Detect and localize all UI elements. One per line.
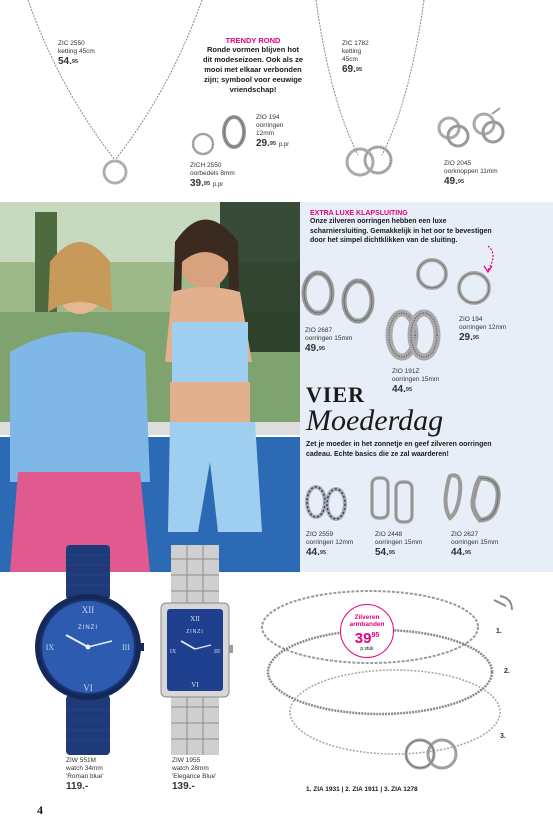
product-desc: watch 34mm [66, 765, 103, 772]
page-number: 4 [37, 803, 43, 817]
product-desc: oorbedels 8mm [190, 170, 235, 177]
bracelet-number-2: 2. [504, 668, 510, 675]
svg-text:XII: XII [190, 615, 200, 623]
bracelet-number-3: 3. [500, 733, 506, 740]
product-code: ZIO 194 [256, 114, 280, 121]
models-photo [0, 202, 300, 572]
earrings-zio194-image [190, 110, 252, 162]
product-price: 44.95 [451, 547, 472, 558]
product-price: 44.95 [306, 547, 327, 558]
watch-roman-blue-image [32, 545, 144, 755]
trendy-title: TRENDY ROND [225, 36, 281, 45]
product-desc: oorringen 15mm [392, 376, 440, 383]
product-desc: oorringen 12mm [306, 539, 354, 546]
svg-text:VI: VI [83, 683, 93, 693]
price-badge: Zilveren armbanden $39^{95}$ p.stuk [340, 604, 394, 658]
klapsluiting-text: Onze zilveren oorringen hebben een luxe scharniersluiting. Gemakkelijk in het oor te bevestigen door het simpel dichtklikken van de sluiting. [310, 218, 492, 244]
product-desc: oorringen 15mm [375, 539, 423, 546]
product-code: ZIO 194 [459, 316, 483, 323]
watch-brand: ZINZI [78, 625, 98, 631]
klapsluiting-title: EXTRA LUXE KLAPSLUITING [310, 210, 408, 217]
product-code: ZIO 2627 [451, 531, 479, 538]
product-desc: oorringen 12mm [459, 324, 507, 331]
svg-text:III: III [214, 649, 220, 655]
product-desc: 12mm [256, 130, 275, 137]
product-code: ZIW 551M [66, 757, 96, 764]
watch-brand: ZINZI [186, 629, 204, 635]
product-desc: ketting [342, 48, 362, 55]
product-desc: watch 28mm [172, 765, 209, 772]
product-price: 49.95 [444, 176, 465, 187]
watch-elegance-blue-image [155, 545, 235, 755]
product-desc: 45cm [342, 56, 358, 63]
bracelets-caption: 1. ZIA 1931 | 2. ZIA 1911 | 3. ZIA 1278 [306, 786, 418, 793]
svg-text:XII: XII [81, 605, 95, 615]
earrings-zio2045-image [432, 102, 512, 158]
product-code: ZIW 1955 [172, 757, 201, 764]
product-code: ZIO 2687 [305, 327, 333, 334]
svg-text:IX: IX [169, 649, 177, 655]
necklace-zic1782-image [310, 0, 430, 190]
product-code: ZIC 1782 [342, 40, 369, 47]
product-price: 29.95 p.pr [256, 138, 290, 149]
product-price: 119.- [66, 781, 89, 792]
earrings-zio2559-image [302, 478, 352, 528]
product-code: ZIO 2045 [444, 160, 472, 167]
product-price: 139.- [172, 781, 195, 792]
product-price: 49.95 [305, 343, 326, 354]
product-desc: oorknoppen 11mm [444, 168, 498, 175]
product-desc: oorringen 15mm [305, 335, 353, 342]
product-desc: 'Roman blue' [66, 773, 104, 780]
pink-arrow-icon [476, 244, 500, 276]
product-desc: ketting 45cm [58, 48, 95, 55]
product-code: ZICH 2550 [190, 162, 222, 169]
product-code: ZIO 191Z [392, 368, 420, 375]
moederdag-heading: Moederdag [306, 404, 444, 437]
bracelets-image [250, 582, 530, 782]
product-desc: 'Elegance Blue' [172, 773, 217, 780]
svg-text:III: III [122, 643, 130, 652]
product-price: 54.95 [58, 56, 79, 67]
product-price: 39.95 p.pr [190, 178, 224, 189]
earrings-zio2627-image [440, 468, 506, 530]
product-code: ZIO 2448 [375, 531, 403, 538]
product-price: 54.95 [375, 547, 396, 558]
product-code: ZIO 2559 [306, 531, 334, 538]
moederdag-text: Zet je moeder in het zonnetje en geef zilveren oorringen cadeau. Echte basics die ze zal waarderen! [306, 441, 492, 458]
vier-heading: VIER [306, 382, 366, 407]
product-price: 69.95 [342, 64, 363, 75]
product-desc: oorringen 15mm [451, 539, 499, 546]
svg-text:VI: VI [191, 681, 199, 689]
earrings-zio2448-image [368, 470, 418, 530]
product-code: ZIC 2550 [58, 40, 85, 47]
product-price: 29.95 [459, 332, 480, 343]
bracelet-number-1: 1. [496, 628, 502, 635]
product-desc: oorringen [256, 122, 284, 129]
product-price: 44.95 [392, 384, 413, 395]
necklace-zic2550-image [20, 0, 210, 195]
svg-text:IX: IX [45, 643, 55, 652]
trendy-text: Ronde vormen blijven hot dit modeseizoen. Ook als ze mooi met elkaar verbonden zijn; symbool voor eeuwige vriendschap! [202, 45, 304, 94]
earrings-zio2687-image [300, 265, 380, 330]
